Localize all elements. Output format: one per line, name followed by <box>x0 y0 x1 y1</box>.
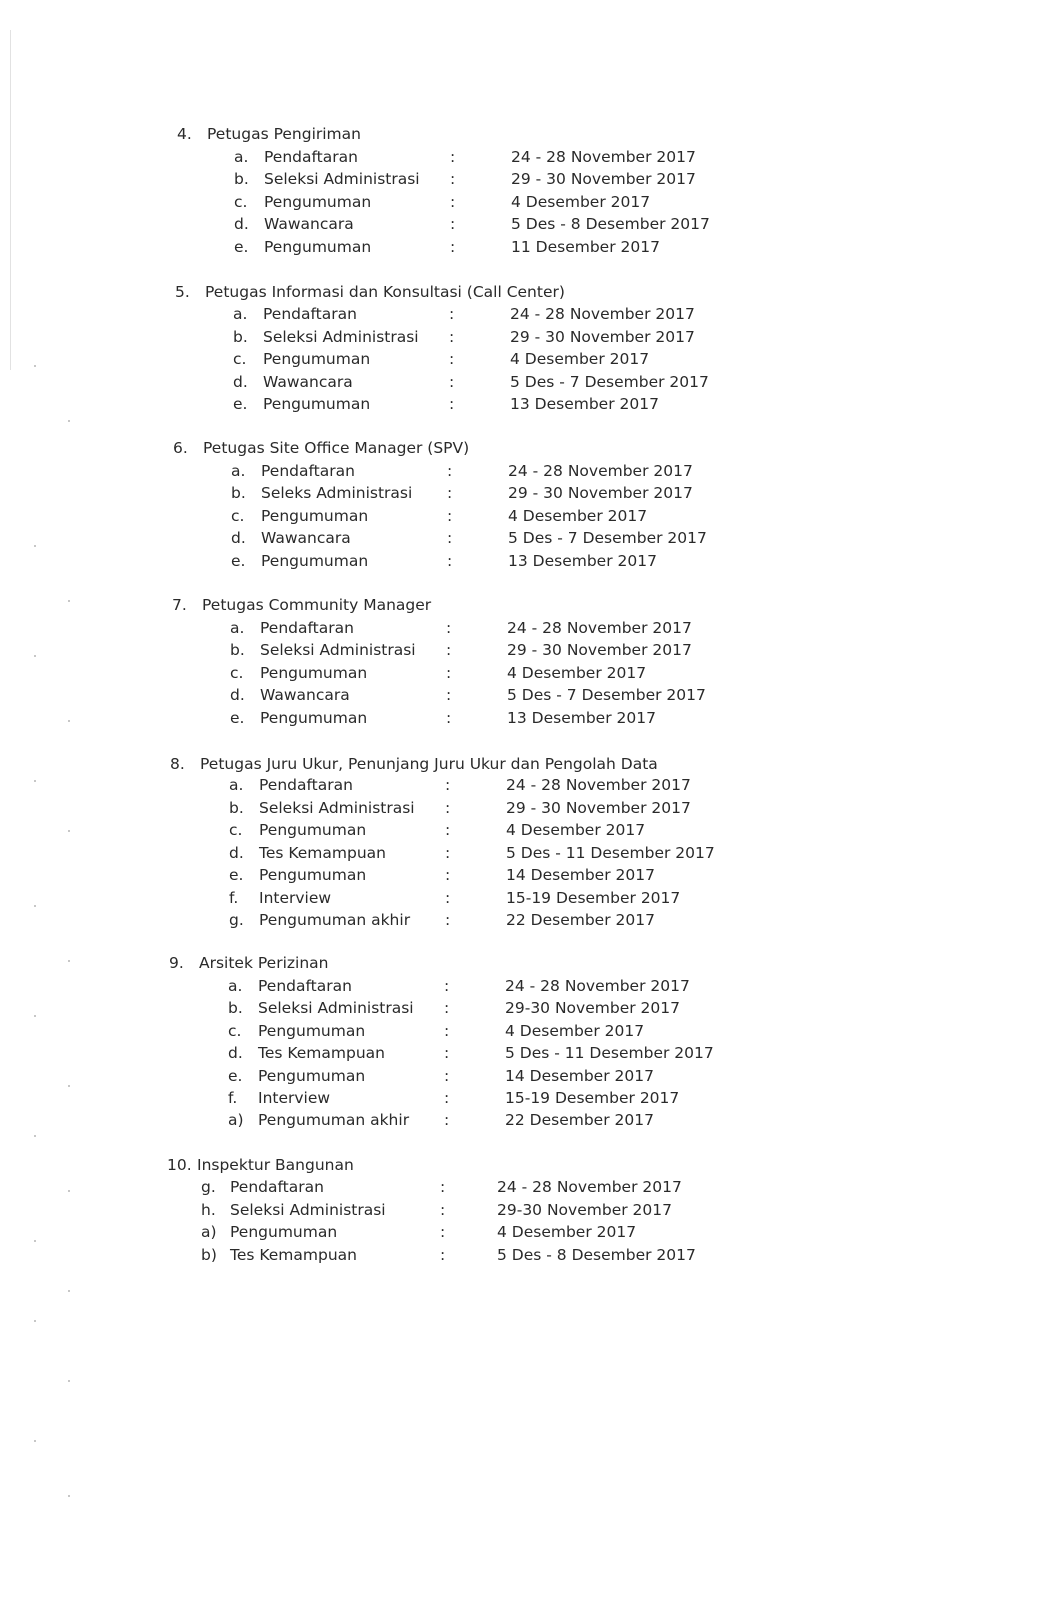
item-label: Interview <box>259 888 332 907</box>
item-date: 4 Desember 2017 <box>506 821 646 839</box>
item-separator: : <box>449 372 455 391</box>
item-letter: b) <box>201 1245 217 1264</box>
scan-speckle <box>34 905 36 907</box>
item-date: 4 Desember 2017 <box>497 1223 637 1242</box>
schedule-row <box>229 774 709 796</box>
schedule-row <box>230 662 710 684</box>
item-label: Tes Kemampuan <box>230 1245 357 1264</box>
section-number: 7. <box>172 596 187 614</box>
item-letter: a. <box>233 305 248 323</box>
item-date: 29-30 November 2017 <box>497 1200 672 1219</box>
item-date: 11 Desember 2017 <box>511 237 660 256</box>
item-date: 29 - 30 November 2017 <box>510 327 695 346</box>
scan-edge-line <box>10 30 11 370</box>
scan-speckle <box>34 655 36 657</box>
item-label: Pengumuman akhir <box>258 1111 410 1130</box>
schedule-row <box>234 168 714 190</box>
scan-speckle <box>34 1015 36 1017</box>
item-letter: a. <box>230 619 245 637</box>
item-letter: c. <box>230 663 244 682</box>
item-label: Wawancara <box>260 686 350 705</box>
item-date: 24 - 28 November 2017 <box>511 148 696 166</box>
scan-speckle <box>68 1190 70 1192</box>
item-separator: : <box>450 237 456 256</box>
item-date: 22 Desember 2017 <box>506 911 655 929</box>
item-separator: : <box>440 1245 446 1264</box>
item-letter: a) <box>201 1223 217 1242</box>
scan-speckle <box>34 780 36 782</box>
item-letter: b. <box>233 327 248 346</box>
item-letter: d. <box>230 686 245 705</box>
item-label: Pendaftaran <box>263 305 357 323</box>
item-letter: b. <box>229 798 244 817</box>
item-separator: : <box>450 192 456 211</box>
item-date: 13 Desember 2017 <box>508 551 657 570</box>
schedule-row <box>229 864 709 886</box>
schedule-row <box>201 1176 681 1198</box>
scan-speckle <box>34 545 36 547</box>
schedule-row <box>229 842 715 864</box>
item-date: 24 - 28 November 2017 <box>510 305 695 323</box>
schedule-row <box>229 797 709 819</box>
item-date: 4 Desember 2017 <box>507 663 647 682</box>
item-separator: : <box>450 170 456 189</box>
item-label: Pengumuman <box>264 237 372 256</box>
item-separator: : <box>450 148 456 166</box>
section-number: 9. <box>169 954 184 972</box>
item-label: Pengumuman <box>259 821 367 839</box>
item-label: Pengumuman <box>258 1066 366 1085</box>
item-label: Seleksi Administrasi <box>230 1200 386 1219</box>
item-label: Pengumuman akhir <box>259 911 411 929</box>
item-date: 24 - 28 November 2017 <box>497 1178 682 1196</box>
item-separator: : <box>449 395 455 414</box>
item-label: Seleksi Administrasi <box>259 798 415 817</box>
item-date: 4 Desember 2017 <box>510 350 650 369</box>
item-letter: e. <box>230 708 245 727</box>
scan-speckle <box>68 720 70 722</box>
schedule-row <box>201 1221 681 1243</box>
item-separator: : <box>444 1111 450 1130</box>
schedule-row <box>229 887 709 909</box>
item-date: 4 Desember 2017 <box>505 1021 645 1040</box>
item-letter: f. <box>228 1089 238 1107</box>
item-label: Seleksi Administrasi <box>264 170 420 189</box>
item-separator: : <box>444 999 450 1018</box>
item-label: Pengumuman <box>264 192 372 211</box>
item-letter: b. <box>230 641 245 660</box>
item-label: Wawancara <box>264 215 354 234</box>
item-separator: : <box>447 506 453 525</box>
section-title: Petugas Pengiriman <box>207 125 361 143</box>
item-letter: g. <box>201 1178 216 1196</box>
item-separator: : <box>444 1044 450 1063</box>
item-date: 5 Des - 8 Desember 2017 <box>497 1245 696 1264</box>
item-label: Tes Kemampuan <box>258 1044 385 1063</box>
item-label: Wawancara <box>261 529 351 548</box>
item-date: 29-30 November 2017 <box>505 999 680 1018</box>
schedule-row <box>228 1065 708 1087</box>
item-label: Pendaftaran <box>260 619 354 637</box>
section-title: Petugas Community Manager <box>202 596 432 614</box>
item-separator: : <box>446 619 452 637</box>
section-title: Arsitek Perizinan <box>199 954 329 972</box>
item-separator: : <box>445 888 451 907</box>
item-separator: : <box>447 551 453 570</box>
item-date: 4 Desember 2017 <box>511 192 651 211</box>
item-label: Pengumuman <box>263 395 371 414</box>
item-label: Seleksi Administrasi <box>258 999 414 1018</box>
section-number: 6. <box>173 439 188 457</box>
item-separator: : <box>440 1200 446 1219</box>
schedule-row <box>230 617 710 639</box>
schedule-row <box>228 997 708 1019</box>
item-separator: : <box>447 462 453 480</box>
item-label: Pendaftaran <box>264 148 358 166</box>
section-title: Petugas Juru Ukur, Penunjang Juru Ukur dan Pengolah Data <box>200 755 658 773</box>
item-letter: c. <box>228 1021 242 1040</box>
item-separator: : <box>447 484 453 503</box>
item-letter: b. <box>228 999 243 1018</box>
item-label: Pengumuman <box>258 1021 366 1040</box>
item-letter: e. <box>231 551 246 570</box>
schedule-row <box>231 527 711 549</box>
item-separator: : <box>444 1089 450 1107</box>
item-label: Pendaftaran <box>259 776 353 794</box>
item-label: Pengumuman <box>260 663 368 682</box>
scan-speckle <box>34 365 36 367</box>
item-separator: : <box>445 866 451 884</box>
scan-speckle <box>68 420 70 422</box>
item-separator: : <box>449 327 455 346</box>
item-date: 14 Desember 2017 <box>505 1066 654 1085</box>
item-separator: : <box>444 1066 450 1085</box>
item-label: Interview <box>258 1089 331 1107</box>
scan-speckle <box>34 1240 36 1242</box>
item-letter: f. <box>229 888 239 907</box>
item-letter: e. <box>228 1066 243 1085</box>
section-number: 10. <box>167 1156 192 1174</box>
item-letter: b. <box>234 170 249 189</box>
item-label: Pengumuman <box>259 866 367 884</box>
schedule-row <box>233 348 713 370</box>
item-label: Pendaftaran <box>258 977 352 995</box>
item-label: Pendaftaran <box>230 1178 324 1196</box>
item-letter: c. <box>229 821 243 839</box>
section-number: 4. <box>177 125 192 143</box>
item-letter: a) <box>228 1111 244 1130</box>
item-date: 13 Desember 2017 <box>507 708 656 727</box>
item-label: Tes Kemampuan <box>259 843 386 862</box>
schedule-row <box>231 460 711 482</box>
schedule-row <box>228 1042 714 1064</box>
item-separator: : <box>446 708 452 727</box>
item-date: 29 - 30 November 2017 <box>507 641 692 660</box>
scan-speckle <box>68 600 70 602</box>
schedule-row <box>234 191 714 213</box>
scan-speckle <box>34 1320 36 1322</box>
scan-speckle <box>68 830 70 832</box>
item-separator: : <box>449 350 455 369</box>
item-letter: a. <box>231 462 246 480</box>
schedule-row <box>231 505 711 527</box>
item-date: 29 - 30 November 2017 <box>508 484 693 503</box>
schedule-row <box>231 550 711 572</box>
section-title: Petugas Informasi dan Konsultasi (Call Center) <box>205 283 565 301</box>
item-separator: : <box>444 977 450 995</box>
item-separator: : <box>445 843 451 862</box>
schedule-row <box>234 213 714 235</box>
item-letter: c. <box>231 506 245 525</box>
schedule-row <box>228 1087 708 1109</box>
scan-speckle <box>68 1290 70 1292</box>
item-letter: e. <box>229 866 244 884</box>
schedule-row <box>233 371 713 393</box>
item-separator: : <box>445 911 451 929</box>
section-number: 5. <box>175 283 190 301</box>
item-letter: c. <box>233 350 247 369</box>
item-label: Pendaftaran <box>261 462 355 480</box>
schedule-row <box>230 707 710 729</box>
item-date: 24 - 28 November 2017 <box>508 462 693 480</box>
item-letter: c. <box>234 192 248 211</box>
section-title: Petugas Site Office Manager (SPV) <box>203 439 470 457</box>
item-label: Seleks Administrasi <box>261 484 413 503</box>
item-label: Pengumuman <box>263 350 371 369</box>
item-separator: : <box>440 1223 446 1242</box>
item-date: 4 Desember 2017 <box>508 506 648 525</box>
scan-speckle <box>68 1085 70 1087</box>
item-label: Pengumuman <box>261 551 369 570</box>
item-date: 5 Des - 11 Desember 2017 <box>505 1044 714 1063</box>
schedule-row <box>233 326 713 348</box>
scan-speckle <box>34 1135 36 1137</box>
schedule-row <box>234 236 714 258</box>
scan-speckle <box>68 960 70 962</box>
item-letter: d. <box>228 1044 243 1063</box>
item-letter: e. <box>233 395 248 414</box>
item-separator: : <box>449 305 455 323</box>
item-letter: d. <box>231 529 246 548</box>
item-letter: e. <box>234 237 249 256</box>
item-date: 24 - 28 November 2017 <box>505 977 690 995</box>
item-date: 14 Desember 2017 <box>506 866 655 884</box>
schedule-row <box>228 1109 708 1131</box>
item-date: 5 Des - 7 Desember 2017 <box>508 529 707 548</box>
item-date: 24 - 28 November 2017 <box>506 776 691 794</box>
item-separator: : <box>445 776 451 794</box>
item-letter: a. <box>234 148 249 166</box>
section-title: Inspektur Bangunan <box>197 1156 354 1174</box>
schedule-row <box>201 1199 681 1221</box>
item-letter: h. <box>201 1200 216 1219</box>
item-date: 24 - 28 November 2017 <box>507 619 692 637</box>
schedule-row <box>228 1020 708 1042</box>
item-date: 29 - 30 November 2017 <box>511 170 696 189</box>
schedule-row <box>229 909 709 931</box>
item-date: 15-19 Desember 2017 <box>506 888 681 907</box>
item-letter: a. <box>229 776 244 794</box>
item-separator: : <box>447 529 453 548</box>
item-label: Pengumuman <box>230 1223 338 1242</box>
item-label: Pengumuman <box>260 708 368 727</box>
item-letter: d. <box>234 215 249 234</box>
schedule-row <box>233 393 713 415</box>
schedule-row <box>228 975 708 997</box>
schedule-row <box>229 819 709 841</box>
item-letter: b. <box>231 484 246 503</box>
section-number: 8. <box>170 755 185 773</box>
item-separator: : <box>440 1178 446 1196</box>
schedule-row <box>230 639 710 661</box>
scan-speckle <box>68 1495 70 1497</box>
schedule-row <box>201 1244 696 1266</box>
item-separator: : <box>450 215 456 234</box>
item-letter: d. <box>229 843 244 862</box>
scan-speckle <box>34 1440 36 1442</box>
item-date: 13 Desember 2017 <box>510 395 659 414</box>
item-date: 5 Des - 8 Desember 2017 <box>511 215 710 234</box>
item-separator: : <box>445 798 451 817</box>
item-separator: : <box>446 686 452 705</box>
item-label: Wawancara <box>263 372 353 391</box>
item-separator: : <box>446 663 452 682</box>
item-letter: g. <box>229 911 244 929</box>
item-letter: d. <box>233 372 248 391</box>
item-separator: : <box>444 1021 450 1040</box>
item-date: 22 Desember 2017 <box>505 1111 654 1130</box>
item-date: 29 - 30 November 2017 <box>506 798 691 817</box>
item-date: 5 Des - 7 Desember 2017 <box>507 686 706 705</box>
schedule-row <box>233 303 713 325</box>
item-label: Seleksi Administrasi <box>260 641 416 660</box>
scan-speckle <box>68 1380 70 1382</box>
item-letter: a. <box>228 977 243 995</box>
item-date: 5 Des - 11 Desember 2017 <box>506 843 715 862</box>
item-date: 5 Des - 7 Desember 2017 <box>510 372 709 391</box>
item-label: Seleksi Administrasi <box>263 327 419 346</box>
item-separator: : <box>446 641 452 660</box>
item-separator: : <box>445 821 451 839</box>
schedule-row <box>234 146 714 168</box>
schedule-row <box>231 482 711 504</box>
item-date: 15-19 Desember 2017 <box>505 1089 680 1107</box>
item-label: Pengumuman <box>261 506 369 525</box>
schedule-row <box>230 684 710 706</box>
